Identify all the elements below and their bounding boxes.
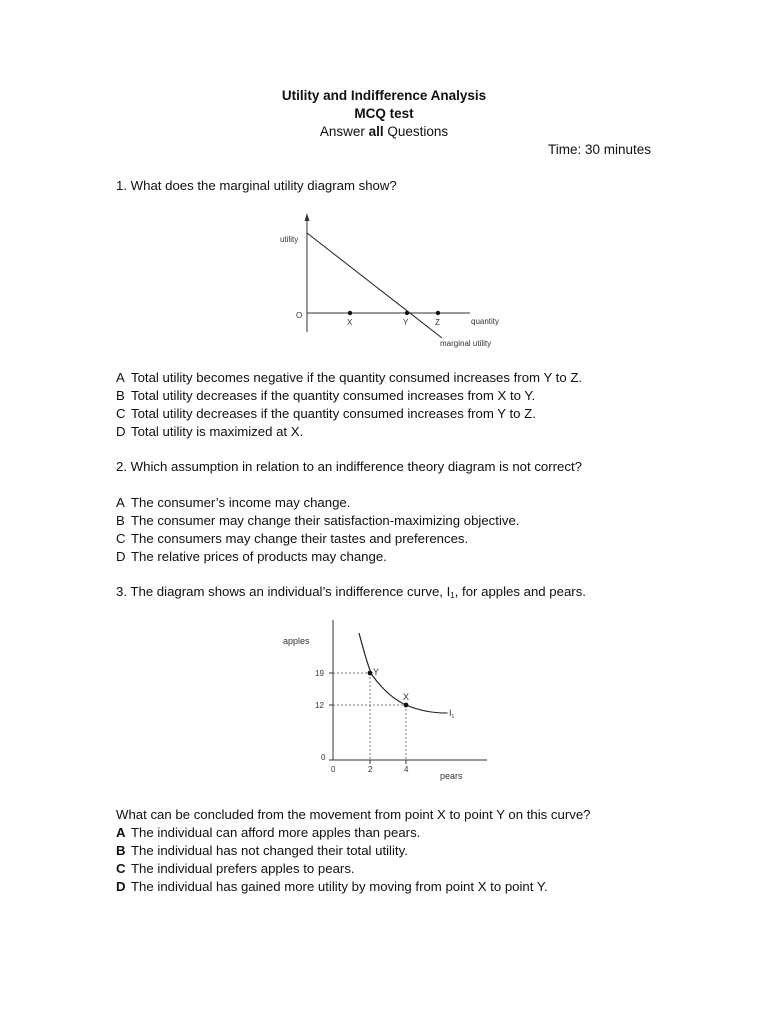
ic-x-label: pears xyxy=(440,771,463,781)
q3-question-suffix: , for apples and pears. xyxy=(454,584,586,599)
mu-tick-z: Z xyxy=(435,318,440,327)
indifference-curve-diagram xyxy=(270,615,500,790)
q1-option-a xyxy=(116,370,582,385)
q2-option-a xyxy=(116,495,350,510)
option-letter: D xyxy=(116,879,126,894)
option-text: Total utility decreases if the quantity consumed increases from Y to Z. xyxy=(131,406,536,421)
q3-option-d xyxy=(116,879,548,894)
option-text: The individual prefers apples to pears. xyxy=(131,861,355,876)
option-letter: C xyxy=(116,406,126,421)
option-text: Total utility becomes negative if the quantity consumed increases from Y to Z. xyxy=(131,370,583,385)
ic-y-label: apples xyxy=(283,636,310,646)
option-letter: B xyxy=(116,388,125,403)
page-subtitle: MCQ test xyxy=(354,106,414,121)
q3-option-a xyxy=(116,825,420,840)
option-text: The individual has not changed their total utility. xyxy=(131,843,408,858)
mu-tick-x: X xyxy=(347,318,353,327)
ic-tick-label-19: 19 xyxy=(315,669,324,678)
mu-curve-label: marginal utility xyxy=(440,339,492,348)
option-letter: A xyxy=(116,825,126,840)
option-text: Total utility decreases if the quantity consumed increases from X to Y. xyxy=(131,388,536,403)
q3-question-prefix: 3. The diagram shows an individual’s indifference curve, I xyxy=(116,584,451,599)
ic-point-y xyxy=(368,671,373,676)
option-letter: C xyxy=(116,861,126,876)
mu-origin-label: O xyxy=(296,311,303,320)
ic-curve-label-sub: 1 xyxy=(451,714,455,720)
q1-option-b xyxy=(116,388,535,403)
ic-tick-label-2: 2 xyxy=(368,765,373,774)
option-letter: D xyxy=(116,549,126,564)
marginal-utility-diagram xyxy=(270,210,520,355)
mu-x-label: quantity xyxy=(471,317,500,326)
instruction xyxy=(0,124,768,139)
page-title: Utility and Indifference Analysis xyxy=(281,88,487,103)
ic-point-label-x: X xyxy=(403,692,410,702)
option-letter: A xyxy=(116,495,125,510)
q2-question: 2. Which assumption in relation to an indifference theory diagram is not correct? xyxy=(116,459,582,474)
option-letter: B xyxy=(116,513,125,528)
ic-curve-label: $I_1$ xyxy=(449,708,455,720)
option-letter: A xyxy=(116,370,125,385)
option-text: The consumer may change their satisfaction-maximizing objective. xyxy=(131,513,520,528)
q3-option-b xyxy=(116,843,408,858)
q2-option-b xyxy=(116,513,519,528)
option-letter: B xyxy=(116,843,126,858)
option-text: The individual has gained more utility by moving from point X to point Y. xyxy=(131,879,548,894)
q3-question-subscript: 1 xyxy=(450,591,455,600)
option-text: The consumer’s income may change. xyxy=(131,495,351,510)
mu-curve xyxy=(307,233,442,338)
instruction-suffix: Questions xyxy=(383,124,449,139)
q2-option-c xyxy=(116,531,468,546)
mu-point-z xyxy=(436,311,440,315)
q3-followup: What can be concluded from the movement from point X to point Y on this curve? xyxy=(116,807,591,822)
ic-tick-label-12: 12 xyxy=(315,701,324,710)
ic-tick-label-y0: 0 xyxy=(321,753,326,762)
option-text: The relative prices of products may change. xyxy=(131,549,387,564)
q1-option-d xyxy=(116,424,303,439)
q1-question: 1. What does the marginal utility diagram show? xyxy=(116,178,397,193)
time-limit: Time: 30 minutes xyxy=(547,142,651,157)
ic-tick-label-x0: 0 xyxy=(331,765,336,774)
mu-y-label: utility xyxy=(280,235,299,244)
q1-option-c xyxy=(116,406,536,421)
option-text: The individual can afford more apples than pears. xyxy=(131,825,421,840)
mu-point-x xyxy=(348,311,352,315)
ic-tick-label-4: 4 xyxy=(404,765,409,774)
instruction-prefix: Answer xyxy=(319,124,369,139)
option-letter: D xyxy=(116,424,126,439)
option-letter: C xyxy=(116,531,126,546)
mu-tick-y: Y xyxy=(403,318,409,327)
q2-option-d xyxy=(116,549,387,564)
mu-point-y xyxy=(405,311,409,315)
instruction-bold: all xyxy=(368,124,384,139)
option-text: Total utility is maximized at X. xyxy=(131,424,304,439)
ic-point-x xyxy=(404,703,409,708)
q3-question xyxy=(116,584,586,600)
option-text: The consumers may change their tastes and preferences. xyxy=(131,531,469,546)
ic-point-label-y: Y xyxy=(373,667,380,677)
q3-option-c xyxy=(116,861,355,876)
mu-y-axis-arrow xyxy=(305,213,310,221)
